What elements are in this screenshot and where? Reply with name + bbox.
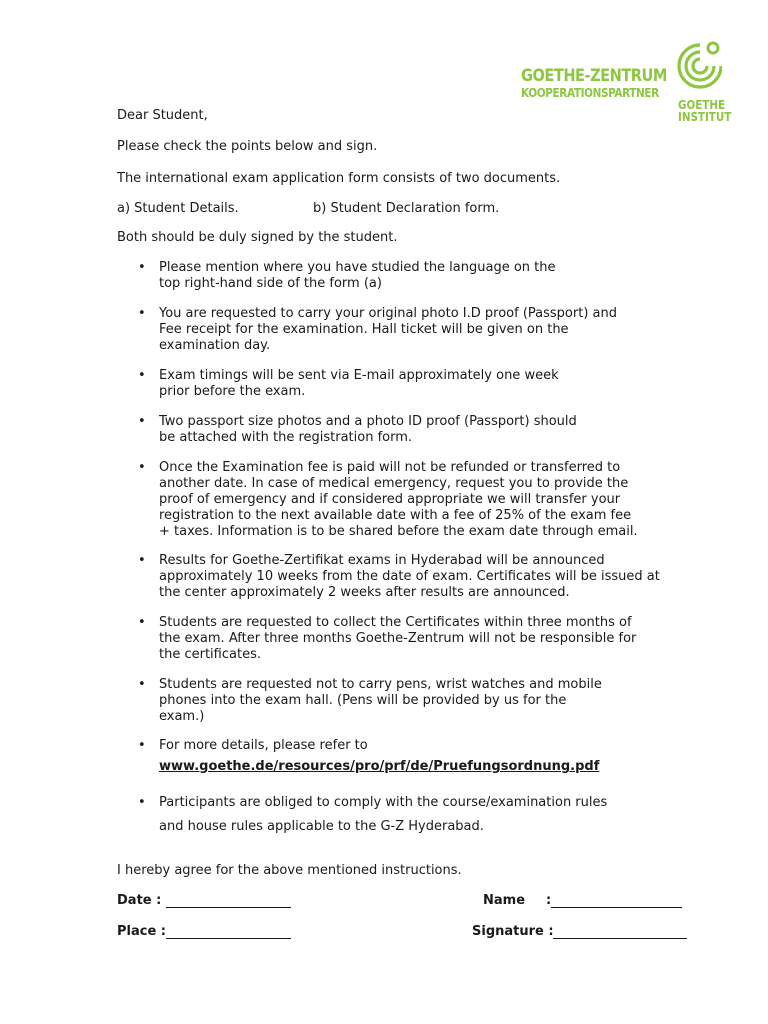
bullet-line: another date. In case of medical emergency, request you to provide the [159,476,629,491]
place-label: Place : [117,924,167,939]
bullet-dot: • [138,414,146,429]
agreement-line: I hereby agree for the above mentioned instructions. [117,863,462,878]
bullet-line: top right-hand side of the form (a) [159,276,382,291]
instruction-line: Please check the points below and sign. [117,139,378,154]
bullet-text [159,795,607,835]
doc-b: b) Student Declaration form. [313,201,500,216]
bullet-line: examination day. [159,338,271,353]
doc-a: a) Student Details. [117,201,239,216]
bullet-text [159,260,556,292]
bullet-line: Participants are obliged to comply with the course/examination rules [159,795,608,810]
bullet-line: Once the Examination fee is paid will not be refunded or transferred to [159,460,621,475]
name-label: Name [483,893,526,908]
bullet-dot: • [138,677,146,692]
bullet-line: be attached with the registration form. [159,430,413,445]
bullet-line: approximately 10 weeks from the date of exam. Certificates will be issued at [159,569,660,584]
bullet-line: the center approximately 2 weeks after results are announced. [159,585,570,600]
name-colon: : [546,893,552,908]
bullet-line: Results for Goethe-Zertifikat exams in Hyderabad will be announced [159,553,605,568]
logo-side-institut: INSTITUT [678,110,732,124]
bullet-line: Fee receipt for the examination. Hall ticket will be given on the [159,322,569,337]
bullet-dot: • [138,260,146,275]
bullet-dot: • [138,738,146,753]
bullet-line: Two passport size photos and a photo ID proof (Passport) should [159,414,577,429]
bullet-text [159,368,559,400]
bullet-text [159,615,636,663]
bullet-text [159,553,660,601]
signed-note: Both should be duly signed by the student. [117,230,398,245]
pruefungsordnung-link[interactable]: www.goethe.de/resources/pro/prf/de/Pruefungsordnung.pdf [159,759,600,774]
bullet-line: Students are requested not to carry pens, wrist watches and mobile [159,677,602,692]
bullet-line: prior before the exam. [159,384,306,399]
bullet-text [159,460,638,540]
goethe-circles-icon [676,40,722,96]
bullet-line: Students are requested to collect the Certificates within three months of [159,615,632,630]
bullet-line: phones into the exam hall. (Pens will be provided by us for the [159,693,567,708]
signature-label: Signature : [472,924,554,939]
bullet-line: the exam. After three months Goethe-Zentrum will not be responsible for [159,631,637,646]
bullet-text [159,738,599,775]
logo-line-goethe-zentrum: GOETHE-ZENTRUM [521,66,667,86]
bullet-text [159,414,577,446]
bullet-dot: • [138,615,146,630]
bullet-line: You are requested to carry your original photo I.D proof (Passport) and [159,306,617,321]
bullet-text [159,677,602,725]
date-field[interactable] [166,895,291,908]
bullet-line: exam.) [159,709,205,724]
bullet-line: + taxes. Information is to be shared before the exam date through email. [159,524,638,539]
bullet-line: For more details, please refer to [159,738,368,753]
greeting: Dear Student, [117,108,208,123]
date-label: Date : [117,893,162,908]
bullet-dot: • [138,553,146,568]
bullet-line: Please mention where you have studied the language on the [159,260,556,275]
bullet-dot: • [138,795,146,810]
intro-line: The international exam application form consists of two documents. [117,171,561,186]
bullet-line: Exam timings will be sent via E-mail approximately one week [159,368,559,383]
bullet-line: proof of emergency and if considered appropriate we will transfer your [159,492,621,507]
logo-side-goethe: GOETHE [678,98,726,112]
name-field[interactable] [551,895,682,908]
place-field[interactable] [166,926,291,939]
bullet-line: the certificates. [159,647,261,662]
bullet-dot: • [138,306,146,321]
bullet-text [159,306,617,354]
bullet-line: registration to the next available date with a fee of 25% of the exam fee [159,508,632,523]
logo-line-kooperationspartner: KOOPERATIONSPARTNER [521,85,659,100]
bullet-line: and house rules applicable to the G-Z Hyderabad. [159,819,484,834]
bullet-dot: • [138,368,146,383]
bullet-dot: • [138,460,146,475]
signature-field[interactable] [553,926,687,939]
